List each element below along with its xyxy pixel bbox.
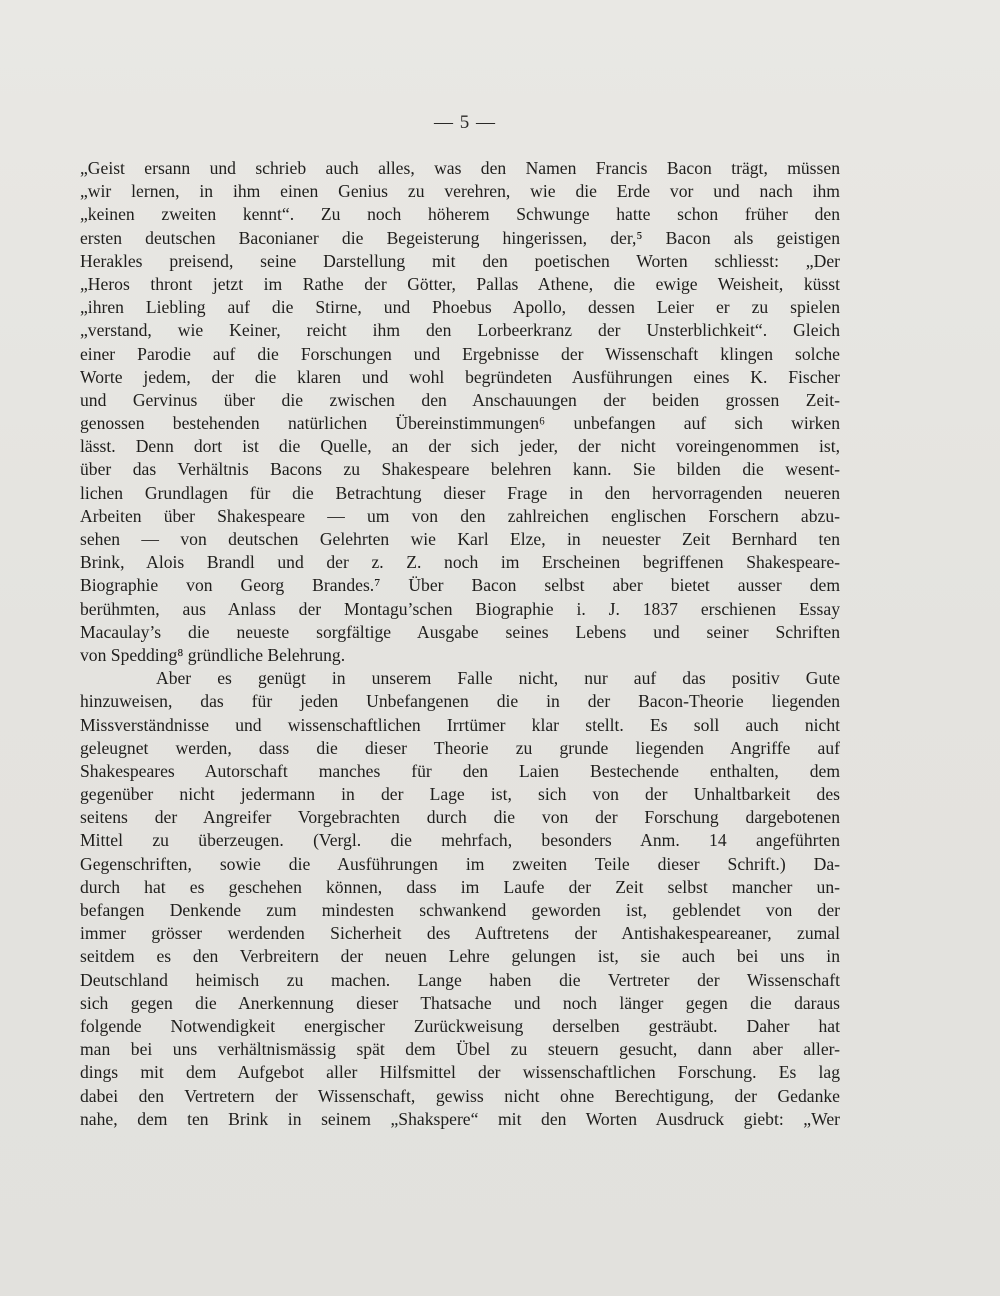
text-line: Brink, Alois Brandl und der z. Z. noch im Erscheinen begriffenen Shakespeare- [80,552,840,573]
text-line: Macaulay’s die neueste sorgfältige Ausgabe seines Lebens und seiner Schriften [80,621,840,642]
text-line: man bei uns verhältnismässig spät dem Übel zu steuern gesucht, dann aber aller- [80,1039,840,1060]
text-line: einer Parodie auf die Forschungen und Ergebnisse der Wissenschaft klingen solche [80,343,840,364]
text-line: „Geist ersann und schrieb auch alles, was den Namen Francis Bacon trägt, müssen [80,158,840,178]
text-line: lässt. Denn dort ist die Quelle, an der sich jeder, der nicht voreingenommen ist, [80,436,840,457]
text-line: Herakles preisend, seine Darstellung mit den poetischen Worten schliesst: „Der [80,250,840,271]
text-line: genossen bestehenden natürlichen Übereinstimmungen⁶ unbefangen auf sich wirken [80,413,840,434]
text-line: dabei den Vertretern der Wissenschaft, gewiss nicht ohne Berechtigung, der Gedanke [80,1085,840,1106]
text-line: sehen — von deutschen Gelehrten wie Karl Elze, in neuester Zeit Bernhard ten [80,529,840,549]
text-line: nahe, dem ten Brink in seinem „Shakspere“ mit den Worten Ausdruck giebt: „Wer [80,1108,840,1129]
paragraph-start-line: Aber es genügt in unserem Falle nicht, nur auf das positiv Gute [156,668,840,689]
text-line: Biographie von Georg Brandes.⁷ Über Bacon selbst aber bietet ausser dem [80,575,840,596]
text-line: Mittel zu überzeugen. (Vergl. die mehrfach, besonders Anm. 14 angeführten [80,830,840,851]
body-text [80,157,840,1131]
text-line: „wir lernen, in ihm einen Genius zu verehren, wie die Erde vor und nach ihm [80,181,840,202]
text-line: „ihren Liebling auf die Stirne, und Phoebus Apollo, dessen Leier er zu spielen [80,297,840,318]
text-line: Deutschland heimisch zu machen. Lange haben die Vertreter der Wissenschaft [80,969,840,990]
text-line: gegenüber nicht jedermann in der Lage ist, sich von der Unhaltbarkeit des [80,784,840,805]
text-line: Missverständnisse und wissenschaftlichen Irrtümer klar stellt. Es soll auch nicht [80,714,840,735]
text-line: geleugnet werden, dass die dieser Theorie zu grunde liegenden Angriffe auf [80,737,840,758]
text-line: befangen Denkende zum mindesten schwankend geworden ist, geblendet von der [80,900,840,920]
page-number: — 5 — [434,112,496,133]
text-line: „verstand, wie Keiner, reicht ihm den Lorbeerkranz der Unsterblichkeit“. Gleich [80,320,840,341]
text-line: berühmten, aus Anlass der Montagu’schen Biographie i. J. 1837 erschienen Essay [80,598,840,619]
text-line: sich gegen die Anerkennung dieser Thatsache und noch länger gegen die daraus [80,992,840,1013]
text-line: folgende Notwendigkeit energischer Zurückweisung derselben gesträubt. Daher hat [80,1015,840,1036]
text-line: über das Verhältnis Bacons zu Shakespeare belehren kann. Sie bilden die wesent- [80,459,840,480]
text-line: Shakespeares Autorschaft manches für den Laien Bestechende enthalten, dem [80,760,840,781]
text-line: durch hat es geschehen können, dass im Laufe der Zeit selbst mancher un- [80,876,840,897]
text-line: und Gervinus über die zwischen den Anschauungen der beiden grossen Zeit- [80,389,840,410]
paragraph-end-line: von Spedding⁸ gründliche Belehrung. [80,644,346,665]
text-line: „Heros thront jetzt im Rathe der Götter, Pallas Athene, die ewige Weisheit, küsst [80,273,840,294]
text-line: immer grösser werdenden Sicherheit des Auftretens der Antishakespeareaner, zumal [80,923,840,944]
text-line: Gegenschriften, sowie die Ausführungen im zweiten Teile dieser Schrift.) Da- [80,853,840,874]
text-line: Arbeiten über Shakespeare — um von den zahlreichen englischen Forschern abzu- [80,505,840,526]
text-line: seitens der Angreifer Vorgebrachten durch die von der Forschung dargebotenen [80,807,840,828]
text-line: Worte jedem, der die klaren und wohl begründeten Ausführungen eines K. Fischer [80,366,840,387]
text-line: hinzuweisen, das für jeden Unbefangenen die in der Bacon-Theorie liegenden [80,691,840,712]
text-line: ersten deutschen Baconianer die Begeisterung hingerissen, der,⁵ Bacon als geistigen [80,227,840,248]
text-line: lichen Grundlagen für die Betrachtung dieser Frage in den hervorragenden neueren [80,482,840,503]
text-line: seitdem es den Verbreitern der neuen Lehre gelungen ist, sie auch bei uns in [80,946,840,967]
text-line: „keinen zweiten kennt“. Zu noch höherem Schwunge hatte schon früher den [80,204,840,225]
text-line: dings mit dem Aufgebot aller Hilfsmittel der wissenschaftlichen Forschung. Es lag [80,1062,840,1083]
